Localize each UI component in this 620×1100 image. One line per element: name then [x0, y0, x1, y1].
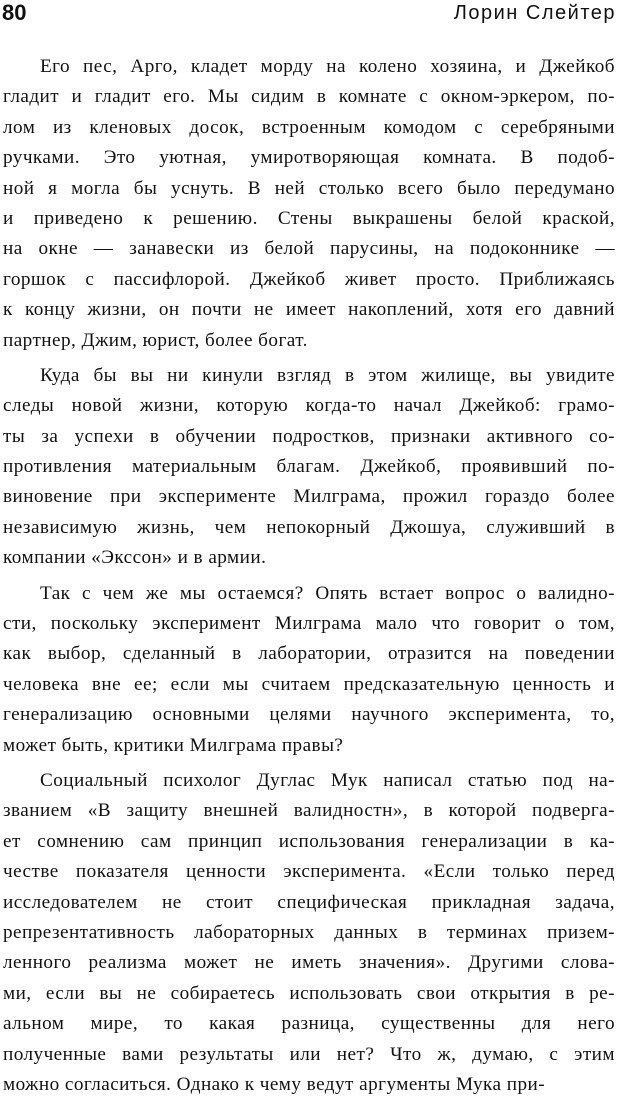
paragraph — [3, 579, 615, 761]
text-line: и приведено к решению. Стены выкрашены белой краской, — [3, 207, 615, 229]
text-line: партнер, Джим, юрист, более богат. — [3, 329, 308, 351]
text-line: как выбор, сделанный в лаборатории, отразится на поведении — [3, 643, 615, 665]
text-line: гладит и гладит его. Мы сидим в комнате с окном-эркером, по- — [3, 86, 615, 108]
text-line: можно согласиться. Однако к чему ведут аргументы Мука при- — [3, 1073, 546, 1095]
text-line: ручками. Это уютная, умиротворяющая комната. В подоб- — [3, 147, 615, 169]
page-number: 80 — [2, 0, 27, 25]
text-line: независимую жизнь, чем непокорный Джошуа, служивший в — [3, 516, 615, 538]
text-line: ми, если вы не собираетесь использовать свои открытия в ре- — [3, 982, 615, 1004]
text-line: полученные вами результаты или нет? Что ж, думаю, с этим — [3, 1043, 615, 1065]
paragraph — [3, 766, 615, 1100]
text-line: виновение при эксперименте Милграма, прожил гораздо более — [3, 486, 615, 508]
text-line: может быть, критики Милграма правы? — [3, 734, 344, 756]
text-line: ной я могла бы уснуть. В ней столько всего было передумано — [3, 177, 615, 199]
text-line: Социальный психолог Дуглас Мук написал статью под на- — [40, 769, 615, 791]
text-line: человека вне ее; если мы считаем предсказательную ценность и — [3, 673, 615, 695]
text-line: компании «Экссон» и в армии. — [3, 547, 267, 569]
running-title: Лорин Слейтер — [453, 2, 616, 24]
text-line: честве показателя ценности эксперимента. «Если только перед — [3, 861, 615, 883]
text-line: на окне — занавески из белой парусины, на подоконнике — — [3, 238, 615, 260]
text-line: противления материальным благам. Джейкоб, проявивший по- — [3, 456, 615, 478]
text-line: исследователем не стоит специфическая прикладная задача, — [3, 891, 615, 913]
text-line: Его пес, Арго, кладет морду на колено хозяина, и Джейкоб — [40, 56, 615, 77]
paragraph — [3, 52, 615, 356]
text-line: сти, поскольку эксперимент Милграма мало что говорит о том, — [3, 613, 615, 635]
page-header — [0, 0, 620, 34]
text-line: лом из кленовых досок, встроенным комодом с серебряными — [3, 116, 615, 138]
text-line: Так с чем же мы остаемся? Опять встает вопрос о валидно- — [40, 582, 615, 604]
text-line: следы новой жизни, которую когда-то начал Джейкоб: грамо- — [3, 395, 615, 417]
text-line: ет сомнению сам принцип использования генерализации в ка- — [3, 830, 615, 852]
paragraph — [3, 361, 615, 574]
text-line: ты за успехи в обучении подростков, признаки активного со- — [3, 425, 615, 447]
text-line: генерализацию основными целями научного эксперимента, то, — [3, 704, 615, 726]
text-line: горшок с пассифлорой. Джейкоб живет просто. Приближаясь — [3, 268, 615, 290]
body-text — [3, 52, 615, 1100]
text-line: к концу жизни, он почти не имеет накоплений, хотя его давний — [3, 299, 615, 321]
text-line: ленного реализма может не иметь значения». Другими слова- — [3, 952, 615, 974]
text-line: репрезентативность лабораторных данных в терминах призем- — [3, 921, 615, 943]
text-line: альном мире, то какая разница, существенны для него — [3, 1013, 615, 1035]
text-line: Куда бы вы ни кинули взгляд в этом жилище, вы увидите — [40, 364, 615, 386]
text-line: званием «В защиту внешней валидностн», в которой подверга- — [3, 800, 615, 822]
